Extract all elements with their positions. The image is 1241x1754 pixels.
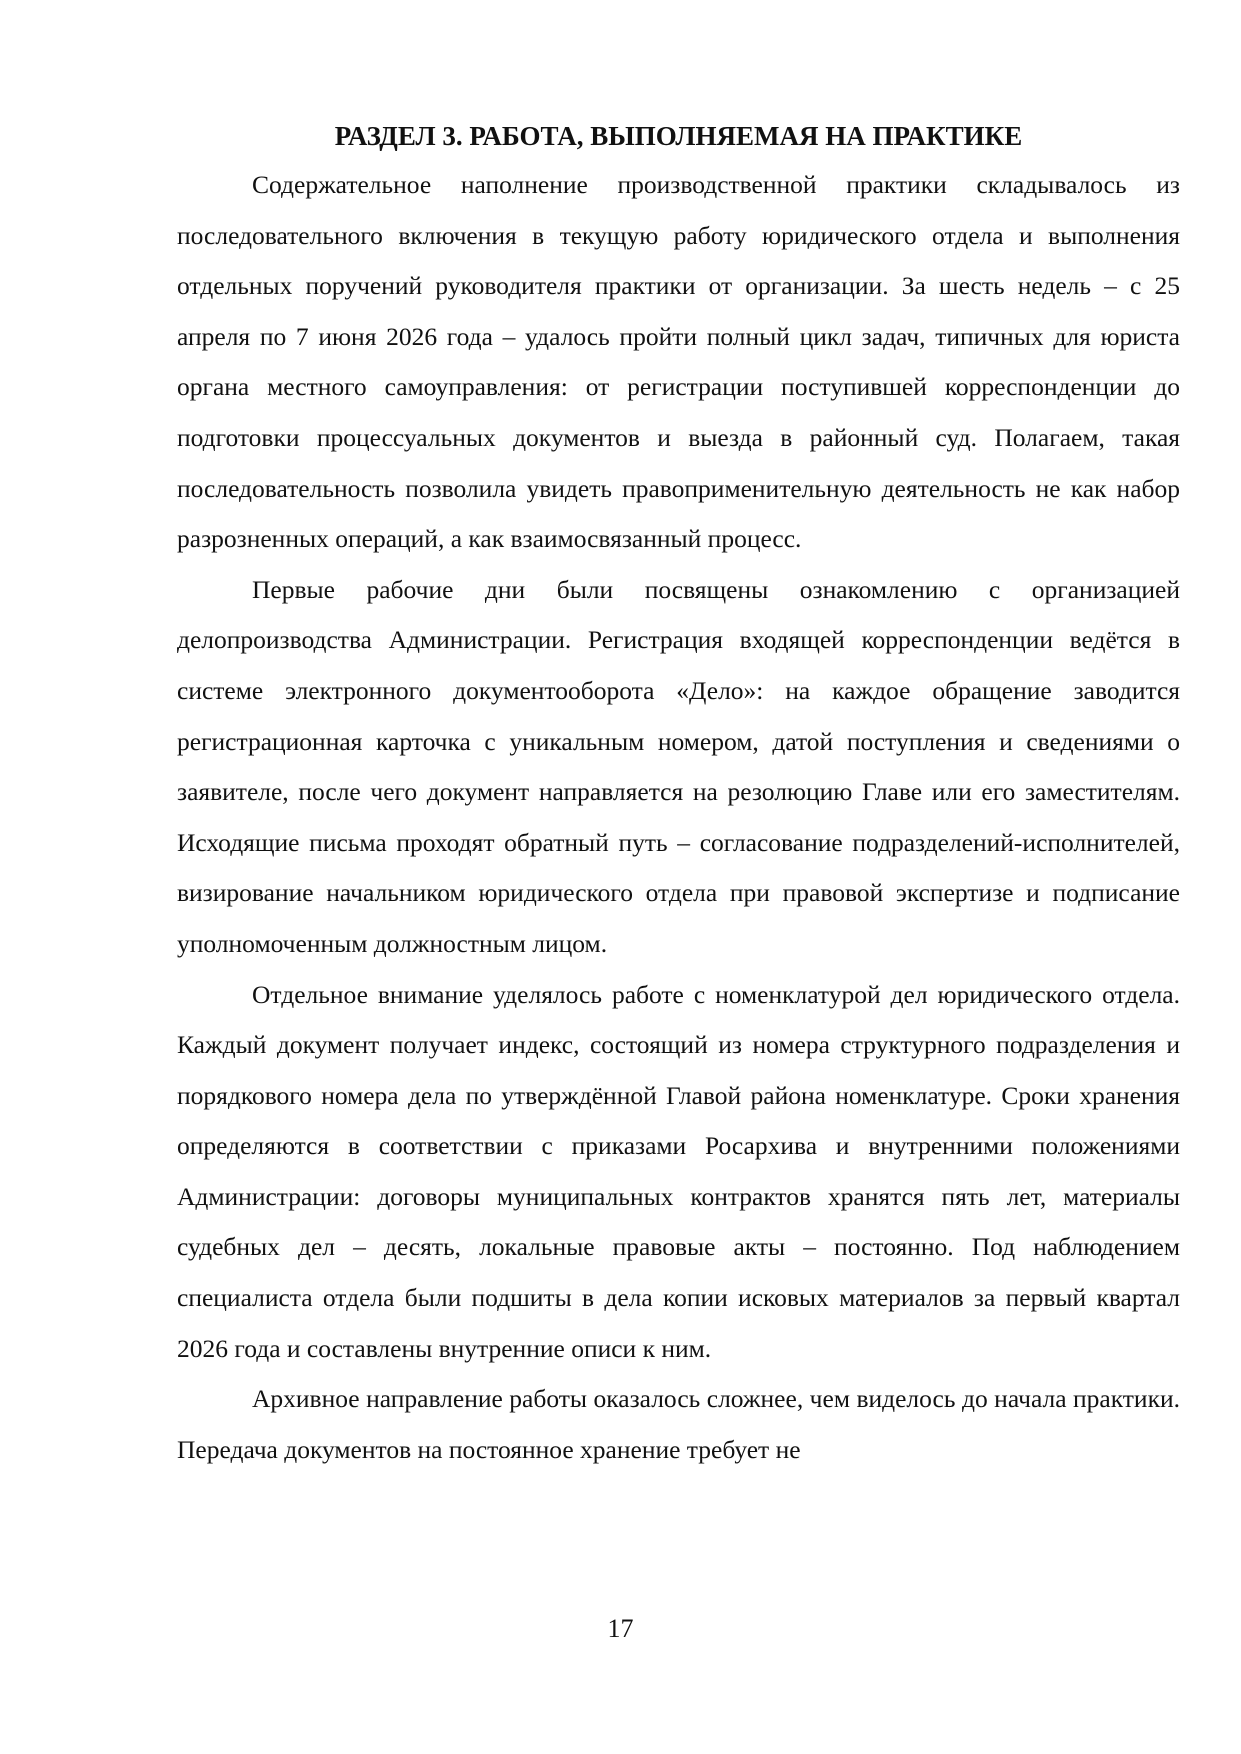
page-body [177,112,1180,1475]
paragraph-4: Архивное направление работы оказалось сложнее, чем виделось до начала практики. Передача документов на постоянное хранение требует не [177,1384,1180,1464]
paragraph-3: Отдельное внимание уделялось работе с номенклатурой дел юридического отдела. Каждый документ получает индекс, состоящий из номера структурного подразделения и порядкового номера дела по утверждённой Главой района номенклатуре. Сроки хранения определяются в соответствии с приказами Росархива и внутренними положениями Администрации: договоры муниципальных контрактов хранятся пять лет, материалы судебных дел – десять, локальные правовые акты – постоянно. Под наблюдением специалиста отдела были подшиты в дела копии исковых материалов за первый квартал 2026 года и составлены внутренние описи к ним. [177,979,1180,1363]
section-title: РАЗДЕЛ 3. РАБОТА, ВЫПОЛНЯЕМАЯ НА ПРАКТИКЕ [334,121,1023,151]
paragraph-2: Первые рабочие дни были посвящены ознакомлению с организацией делопроизводства Администрации. Регистрация входящей корреспонденции ведётся в системе электронного документооборота «Дело»: на каждое обращение заводится регистрационная карточка с уникальным номером, датой поступления и сведениями о заявителе, после чего документ направляется на резолюцию Главе или его заместителям. Исходящие письма проходят обратный путь – согласование подразделений-исполнителей, визирование начальником юридического отдела при правовой экспертизе и подписание уполномоченным должностным лицом. [177,574,1180,958]
page-number: 17 [607,1614,634,1643]
paragraph-1: Содержательное наполнение производственной практики складывалось из последовательного включения в текущую работу юридического отдела и выполнения отдельных поручений руководителя практики от организации. За шесть недель – с 25 апреля по 7 июня 2026 года – удалось пройти полный цикл задач, типичных для юриста органа местного самоуправления: от регистрации поступившей корреспонденции до подготовки процессуальных документов и выезда в районный суд. Полагаем, такая последовательность позволила увидеть правоприменительную деятельность не как набор разрозненных операций, а как взаимосвязанный процесс. [177,170,1180,554]
